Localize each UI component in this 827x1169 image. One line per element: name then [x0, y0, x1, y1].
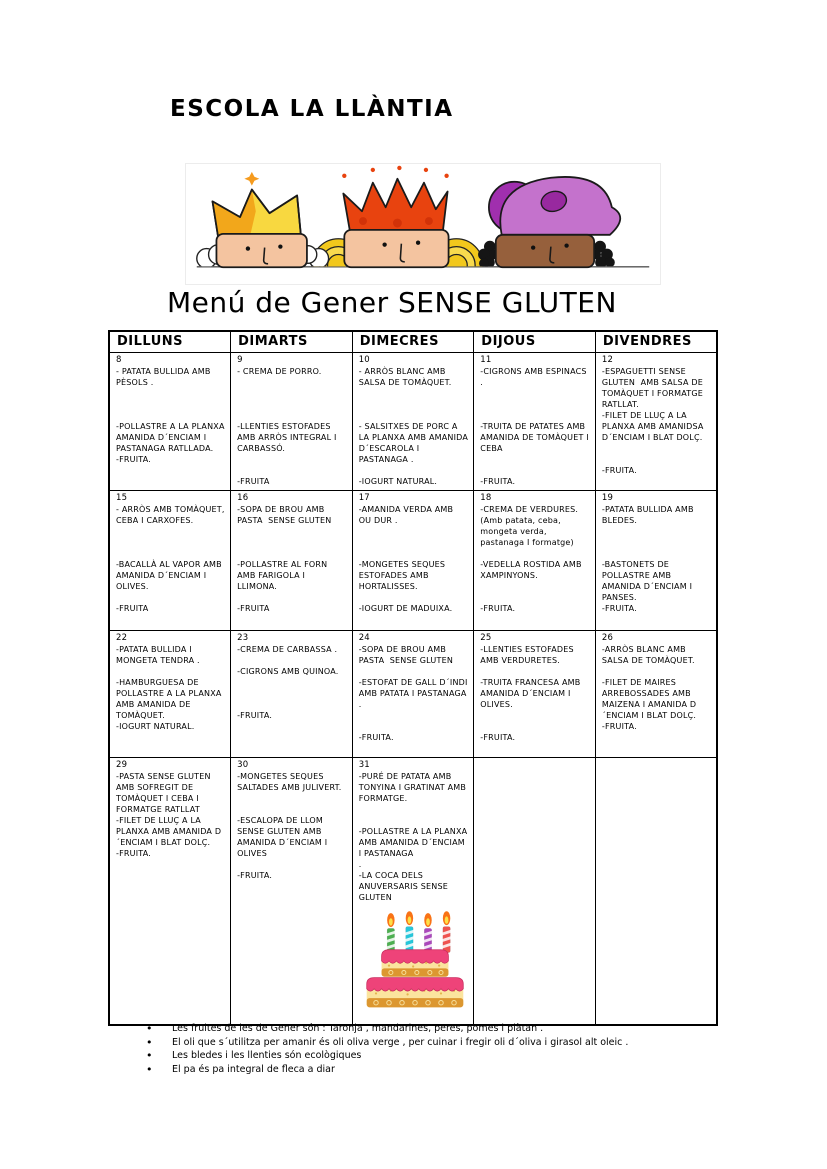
menu-day-cell — [474, 757, 596, 1025]
menu-day-cell — [231, 630, 353, 757]
menu-day-cell — [109, 630, 231, 757]
spacer — [480, 581, 590, 592]
spacer — [237, 804, 347, 815]
spacer — [480, 399, 590, 410]
spacer — [480, 454, 590, 465]
menu-day-cell — [474, 490, 596, 630]
menu-item-text: -PASTA SENSE GLUTEN AMB SOFREGIT DE TOMÀQUET I CEBA I FORMATGE RATLLAT — [116, 771, 214, 814]
menu-day-cell — [474, 630, 596, 757]
note-item: • Les fruites de les de Gener són : Taronja , mandarines, peres, pomes i plàtan . — [146, 1022, 726, 1036]
menu-table — [108, 330, 718, 1026]
menu-item-text: - PATATA BULLIDA AMB PÈSOLS . — [116, 366, 214, 387]
menu-item-text: -FRUITA. — [237, 870, 273, 880]
date-label: 9 — [237, 354, 243, 365]
date-label: 31 — [358, 759, 370, 770]
spacer — [237, 655, 347, 666]
spacer — [480, 410, 590, 421]
menu-item-text: -FRUITA. — [601, 721, 637, 731]
spacer — [602, 537, 711, 548]
menu-day-cell — [352, 757, 474, 1025]
menu-item-text: -CREMA DE VERDURES. — [480, 504, 579, 514]
spacer — [116, 388, 225, 399]
notes-list — [146, 1022, 726, 1076]
menu-week-row — [109, 757, 717, 1025]
menu-item-text: -PATATA BULLIDA I MONGETA TENDRA . — [116, 644, 200, 665]
note-item: • El pa és pa integral de fleca a diar — [146, 1063, 726, 1077]
menu-item-text: - CREMA DE PORRO. — [237, 366, 322, 376]
spacer — [359, 548, 469, 559]
date-label: 15 — [116, 492, 128, 503]
day-header: DIJOUS — [474, 331, 596, 352]
date-label: 16 — [237, 492, 249, 503]
spacer — [359, 721, 469, 732]
spacer — [237, 377, 347, 388]
menu-item-text: -VEDELLA ROSTIDA AMB XAMPINYONS. — [480, 559, 585, 580]
spacer — [480, 548, 590, 559]
menu-item-text: -IOGURT NATURAL. — [358, 476, 438, 486]
spacer — [237, 537, 347, 548]
menu-item-text: -ESCALOPA DE LLOM SENSE GLUTEN AMB AMANIDA D´ENCIAM I OLIVES — [237, 815, 331, 858]
date-label: 30 — [237, 759, 249, 770]
menu-item-text: -IOGURT DE MADUIXA. — [358, 603, 453, 613]
spacer — [359, 537, 469, 548]
menu-item-text: -POLLASTRE A LA PLANXA AMANIDA D´ENCIAM I PASTANAGA RATLLADA. — [116, 421, 228, 453]
spacer — [116, 666, 225, 677]
spacer — [359, 465, 469, 476]
date-label: 18 — [480, 492, 492, 503]
date-label: 8 — [116, 354, 122, 365]
menu-item-text: - ARRÒS AMB TOMÀQUET, CEBA I CARXOFES. — [116, 504, 228, 525]
menu-day-cell — [352, 630, 474, 757]
three-kings-icon — [186, 164, 660, 284]
note-item: • El oli que s´utilitza per amanir és oli oliva verge , per cuinar i fregir oli d´oliva i girasol alt oleic . — [146, 1036, 726, 1050]
menu-item-text: -MONGETES SEQUES ESTOFADES AMB HORTALISSES. — [358, 559, 448, 591]
menu-item-text: -LLENTIES ESTOFADES AMB VERDURETES. — [480, 644, 577, 665]
spacer — [602, 443, 711, 454]
menu-item-text: -FRUITA. — [116, 454, 152, 464]
menu-item-text: -ESPAGUETTI SENSE GLUTEN AMB SALSA DE TOMÀQUET I FORMATGE RATLLAT. — [601, 366, 706, 409]
menu-item-text: -CIGRONS AMB QUINOA. — [237, 666, 339, 676]
menu-item-text: -TRUITA DE PATATES AMB AMANIDA DE TOMÀQUET I CEBA — [480, 421, 592, 453]
date-label: 25 — [480, 632, 492, 643]
menu-item-text: -FILET DE LLUÇ A LA PLANXA AMB AMANIDA D´ENCIAM I BLAT DOLÇ. — [116, 815, 222, 847]
menu-item-text: -FRUITA. — [358, 732, 394, 742]
menu-item-text: -PURÉ DE PATATA AMB TONYINA I GRATINAT AMB FORMATGE. — [358, 771, 469, 803]
menu-item-text: . — [358, 859, 362, 869]
three-kings-illustration — [185, 163, 661, 285]
menu-item-text: -CIGRONS AMB ESPINACS . — [480, 366, 590, 387]
menu-item-text: -ESTOFAT DE GALL D´INDI AMB PATATA I PASTANAGA . — [358, 677, 471, 709]
spacer — [480, 465, 590, 476]
date-label: 12 — [601, 354, 614, 365]
menu-item-text: -FRUITA. — [480, 476, 516, 486]
spacer — [359, 399, 469, 410]
menu-item-text: -POLLASTRE A LA PLANXA AMB AMANIDA D´ENCIAM I PASTANAGA — [358, 826, 471, 858]
menu-day-cell — [595, 630, 717, 757]
menu-day-cell — [231, 757, 353, 1025]
spacer — [237, 793, 347, 804]
spacer — [480, 666, 590, 677]
menu-item-text: -SOPA DE BROU AMB PASTA SENSE GLUTEN — [358, 644, 454, 665]
menu-title: Menú de Gener SENSE GLUTEN — [167, 286, 617, 319]
menu-item-text: -CREMA DE CARBASSA . — [237, 644, 338, 654]
menu-day-cell — [231, 352, 353, 490]
spacer — [237, 388, 347, 399]
date-label: 26 — [601, 632, 614, 643]
menu-item-text: -FRUITA. — [237, 710, 273, 720]
menu-day-cell — [595, 490, 717, 630]
menu-item-text: -FRUITA. — [601, 465, 637, 475]
menu-day-cell — [109, 490, 231, 630]
menu-item-text: (Amb patata, ceba, mongeta verda, pastanaga I formatge) — [480, 515, 574, 547]
spacer — [237, 859, 347, 870]
menu-item-text: -LLENTIES ESTOFADES AMB ARRÒS INTEGRAL I CARBASSÓ. — [237, 421, 340, 453]
menu-item-text: -FRUITA — [237, 476, 270, 486]
menu-item-text: -BASTONETS DE POLLASTRE AMB AMANIDA D´ENCIAM I PANSES. — [601, 559, 695, 602]
spacer — [359, 410, 469, 421]
menu-header-row — [109, 331, 717, 352]
spacer — [480, 721, 590, 732]
spacer — [116, 592, 225, 603]
spacer — [116, 548, 225, 559]
menu-day-cell — [231, 490, 353, 630]
spacer — [237, 399, 347, 410]
spacer — [237, 699, 347, 710]
spacer — [480, 592, 590, 603]
date-label: 11 — [480, 354, 492, 365]
day-header: DILLUNS — [109, 331, 231, 352]
school-name: ESCOLA LA LLÀNTIA — [170, 96, 454, 122]
spacer — [116, 399, 225, 410]
menu-week-row — [109, 490, 717, 630]
spacer — [602, 548, 711, 559]
spacer — [237, 410, 347, 421]
birthday-cake-icon — [359, 908, 471, 1012]
spacer — [116, 537, 225, 548]
menu-item-text: -SOPA DE BROU AMB PASTA SENSE GLUTEN — [237, 504, 332, 525]
date-label: 29 — [116, 759, 128, 770]
spacer — [602, 666, 711, 677]
menu-item-text: -FRUITA — [237, 603, 270, 613]
menu-day-cell — [474, 352, 596, 490]
day-header: DIMECRES — [352, 331, 474, 352]
menu-week-row — [109, 352, 717, 490]
menu-item-text: -FRUITA. — [480, 603, 516, 613]
menu-item-text: -AMANIDA VERDA AMB OU DUR . — [358, 504, 456, 525]
spacer — [359, 666, 469, 677]
menu-item-text: -FRUITA — [116, 603, 149, 613]
spacer — [237, 688, 347, 699]
day-header: DIMARTS — [231, 331, 353, 352]
menu-week-row — [109, 630, 717, 757]
spacer — [237, 592, 347, 603]
date-label: 23 — [237, 632, 249, 643]
spacer — [602, 454, 711, 465]
spacer — [116, 410, 225, 421]
spacer — [237, 454, 347, 465]
menu-day-cell — [595, 352, 717, 490]
spacer — [359, 592, 469, 603]
spacer — [237, 526, 347, 537]
menu-item-text: - SALSITXES DE PORC A LA PLANXA AMB AMANIDA D´ESCAROLA I PASTANAGA . — [358, 421, 471, 464]
menu-item-text: -FRUITA. — [480, 732, 516, 742]
menu-item-text: -LA COCA DELS ANUVERSARIS SENSE GLUTEN — [358, 870, 451, 902]
spacer — [359, 804, 469, 815]
spacer — [237, 465, 347, 476]
menu-item-text: -FRUITA. — [601, 603, 637, 613]
spacer — [237, 548, 347, 559]
spacer — [602, 526, 711, 537]
day-header: DIVENDRES — [595, 331, 717, 352]
menu-item-text: -FILET DE LLUÇ A LA PLANXA AMB AMANIDSA D´ENCIAM I BLAT DOLÇ. — [601, 410, 707, 442]
spacer — [116, 526, 225, 537]
spacer — [359, 388, 469, 399]
menu-day-cell — [109, 352, 231, 490]
date-label: 10 — [358, 354, 370, 365]
spacer — [480, 710, 590, 721]
menu-item-text: -FRUITA. — [116, 848, 152, 858]
date-label: 19 — [601, 492, 614, 503]
menu-day-cell — [352, 352, 474, 490]
menu-item-text: -POLLASTRE AL FORN AMB FARIGOLA I LLIMONA. — [237, 559, 331, 591]
menu-item-text: -BACALLÀ AL VAPOR AMB AMANIDA D´ENCIAM I OLIVES. — [116, 559, 225, 591]
menu-item-text: -PATATA BULLIDA AMB BLEDES. — [601, 504, 697, 525]
spacer — [359, 710, 469, 721]
spacer — [359, 815, 469, 826]
date-label: 24 — [358, 632, 370, 643]
spacer — [237, 677, 347, 688]
menu-item-text: -IOGURT NATURAL. — [116, 721, 195, 731]
menu-item-text: - ARRÒS BLANC AMB SALSA DE TOMÀQUET. — [358, 366, 452, 387]
menu-item-text: -HAMBURGUESA DE POLLASTRE A LA PLANXA AMB AMANIDA DE TOMÀQUET. — [116, 677, 225, 720]
menu-day-cell — [352, 490, 474, 630]
menu-item-text: -ARRÒS BLANC AMB SALSA DE TOMÀQUET. — [601, 644, 695, 665]
spacer — [480, 388, 590, 399]
date-label: 17 — [358, 492, 370, 503]
note-item: • Les bledes i les llenties són ecològiques — [146, 1049, 726, 1063]
menu-item-text: -MONGETES SEQUES SALTADES AMB JULIVERT. — [237, 771, 342, 792]
menu-item-text: -TRUITA FRANCESA AMB AMANIDA D´ENCIAM I OLIVES. — [480, 677, 584, 709]
date-label: 22 — [116, 632, 128, 643]
menu-day-cell — [109, 757, 231, 1025]
spacer — [359, 526, 469, 537]
menu-day-cell — [595, 757, 717, 1025]
menu-item-text: -FILET DE MAIRES ARREBOSSADES AMB MAIZENA I AMANIDA D´ENCIAM I BLAT DOLÇ. — [601, 677, 697, 720]
